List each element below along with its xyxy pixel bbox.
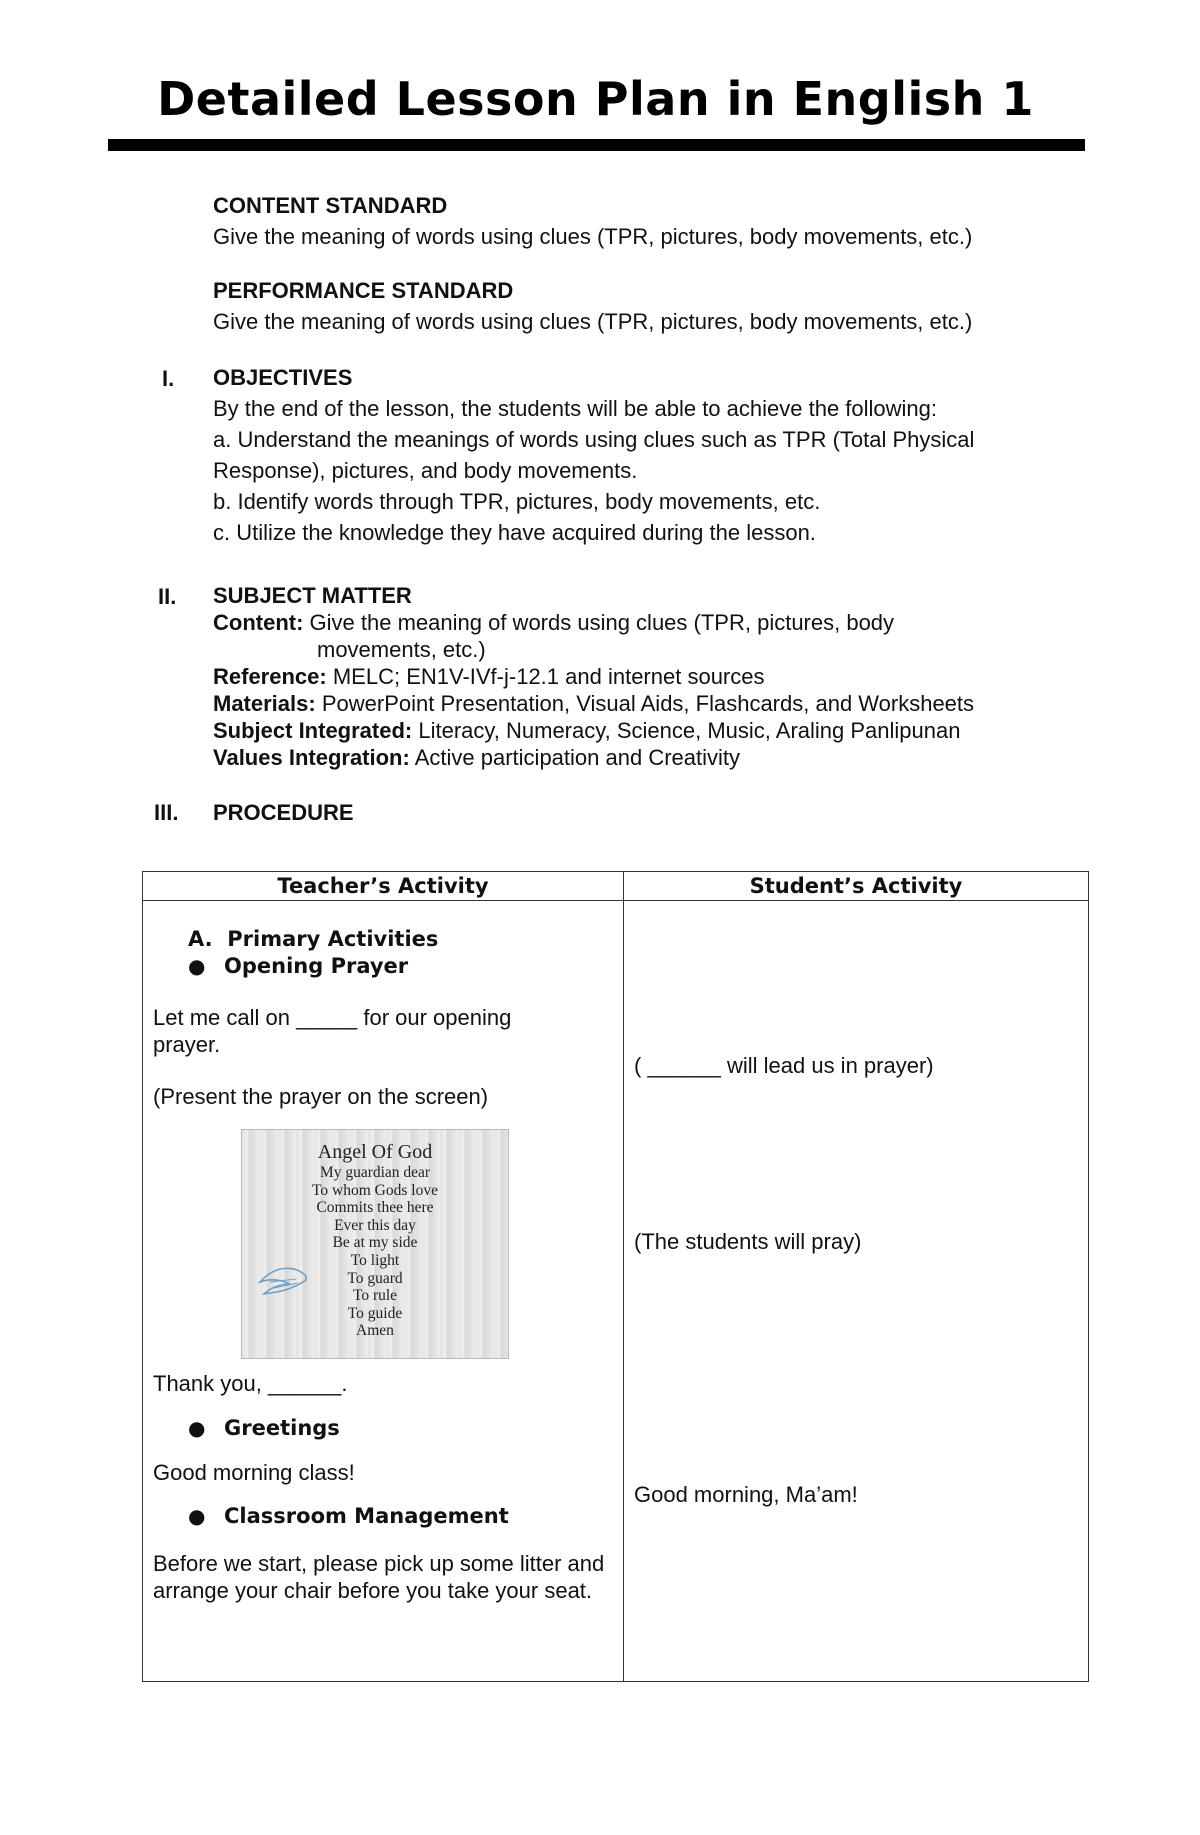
- primary-activities-title: Primary Activities: [227, 927, 439, 951]
- prayer-line: Commits thee here: [316, 1199, 434, 1217]
- objectives-intro: By the end of the lesson, the students will be able to achieve the following:: [213, 396, 938, 421]
- procedure-table: [142, 871, 1089, 1682]
- content-value: Give the meaning of words using clues (TPR, pictures, body: [309, 610, 895, 635]
- classroom-management-item: [188, 1504, 509, 1528]
- greetings-label: Greetings: [224, 1416, 340, 1440]
- section-marker: A.: [188, 927, 213, 951]
- student-pray: (The students will pray): [634, 1229, 862, 1254]
- teacher-activity-cell: [143, 901, 624, 1682]
- greetings-item: [188, 1416, 340, 1440]
- student-activity-header: Student’s Activity: [624, 872, 1089, 901]
- prayer-line: Ever this day: [334, 1216, 416, 1234]
- objective-item-c: c. Utilize the knowledge they have acquired during the lesson.: [213, 520, 816, 545]
- objectives-heading: OBJECTIVES: [213, 365, 353, 390]
- document-title: Detailed Lesson Plan in English 1: [157, 72, 1034, 126]
- content-standard-text: Give the meaning of words using clues (TPR, pictures, body movements, etc.): [213, 224, 973, 249]
- prayer-line: Be at my side: [332, 1234, 418, 1252]
- content-value-continued: movements, etc.): [317, 637, 486, 662]
- prayer-image: [241, 1129, 509, 1359]
- content-standard-section: [213, 190, 1083, 252]
- performance-standard-section: [213, 275, 1083, 337]
- student-lead-prayer: ( ______ will lead us in prayer): [634, 1053, 934, 1078]
- bullet-icon: ●: [188, 1416, 206, 1440]
- prayer-line: To light: [350, 1251, 400, 1269]
- student-greeting-reply: Good morning, Ma’am!: [634, 1482, 858, 1507]
- opening-prayer-call: Let me call on _____ for our opening prayer.: [153, 1005, 512, 1057]
- teacher-activity-header: Teacher’s Activity: [143, 872, 624, 901]
- performance-standard-heading: PERFORMANCE STANDARD: [213, 278, 514, 303]
- reference-value: MELC; EN1V-IVf-j-12.1 and internet sources: [332, 664, 765, 689]
- prayer-title: Angel Of God: [317, 1141, 433, 1163]
- classroom-management-label: Classroom Management: [224, 1504, 509, 1528]
- content-standard-heading: CONTENT STANDARD: [213, 193, 448, 218]
- values-integration-value: Active participation and Creativity: [414, 745, 740, 770]
- subject-integrated-value: Literacy, Numeracy, Science, Music, Araling Panlipunan: [418, 718, 961, 743]
- bullet-icon: ●: [188, 1504, 206, 1528]
- subject-matter-section: [213, 582, 1083, 771]
- objectives-section: [213, 362, 1083, 548]
- objectives-numeral: I.: [162, 366, 175, 391]
- subject-integrated-label: Subject Integrated:: [213, 718, 413, 743]
- opening-prayer-item: [188, 954, 408, 978]
- prayer-line: Amen: [356, 1322, 394, 1340]
- title-underline: [108, 139, 1085, 151]
- bullet-icon: ●: [188, 954, 206, 978]
- reference-label: Reference:: [213, 664, 327, 689]
- greeting-line: Good morning class!: [153, 1460, 355, 1485]
- prayer-line: My guardian dear: [319, 1164, 431, 1181]
- subject-matter-numeral: II.: [158, 584, 177, 609]
- procedure-numeral: III.: [154, 800, 179, 825]
- content-label: Content:: [213, 610, 304, 635]
- subject-matter-heading: SUBJECT MATTER: [213, 583, 412, 608]
- opening-prayer-label: Opening Prayer: [224, 954, 409, 978]
- prayer-line: To rule: [352, 1287, 398, 1305]
- performance-standard-text: Give the meaning of words using clues (TPR, pictures, body movements, etc.): [213, 309, 973, 334]
- objective-item-a: a. Understand the meanings of words using clues such as TPR (Total Physical Response), pictures, and body movements.: [213, 427, 975, 483]
- values-integration-label: Values Integration:: [213, 745, 410, 770]
- prayer-line: To guard: [347, 1269, 403, 1287]
- materials-value: PowerPoint Presentation, Visual Aids, Flashcards, and Worksheets: [321, 691, 975, 716]
- objective-item-b: b. Identify words through TPR, pictures, body movements, etc.: [213, 489, 821, 514]
- student-activity-cell: [624, 901, 1089, 1682]
- prayer-line: To whom Gods love: [312, 1181, 438, 1199]
- thank-you-line: Thank you, ______.: [153, 1371, 348, 1396]
- primary-activities-heading: [188, 927, 438, 951]
- angel-wings-icon: [256, 1262, 308, 1296]
- materials-label: Materials:: [213, 691, 316, 716]
- present-prayer-note: (Present the prayer on the screen): [153, 1084, 489, 1109]
- classroom-management-text: Before we start, please pick up some litter and arrange your chair before you take your seat.: [153, 1551, 605, 1603]
- procedure-heading: PROCEDURE: [213, 800, 354, 825]
- prayer-line: To guide: [347, 1304, 403, 1322]
